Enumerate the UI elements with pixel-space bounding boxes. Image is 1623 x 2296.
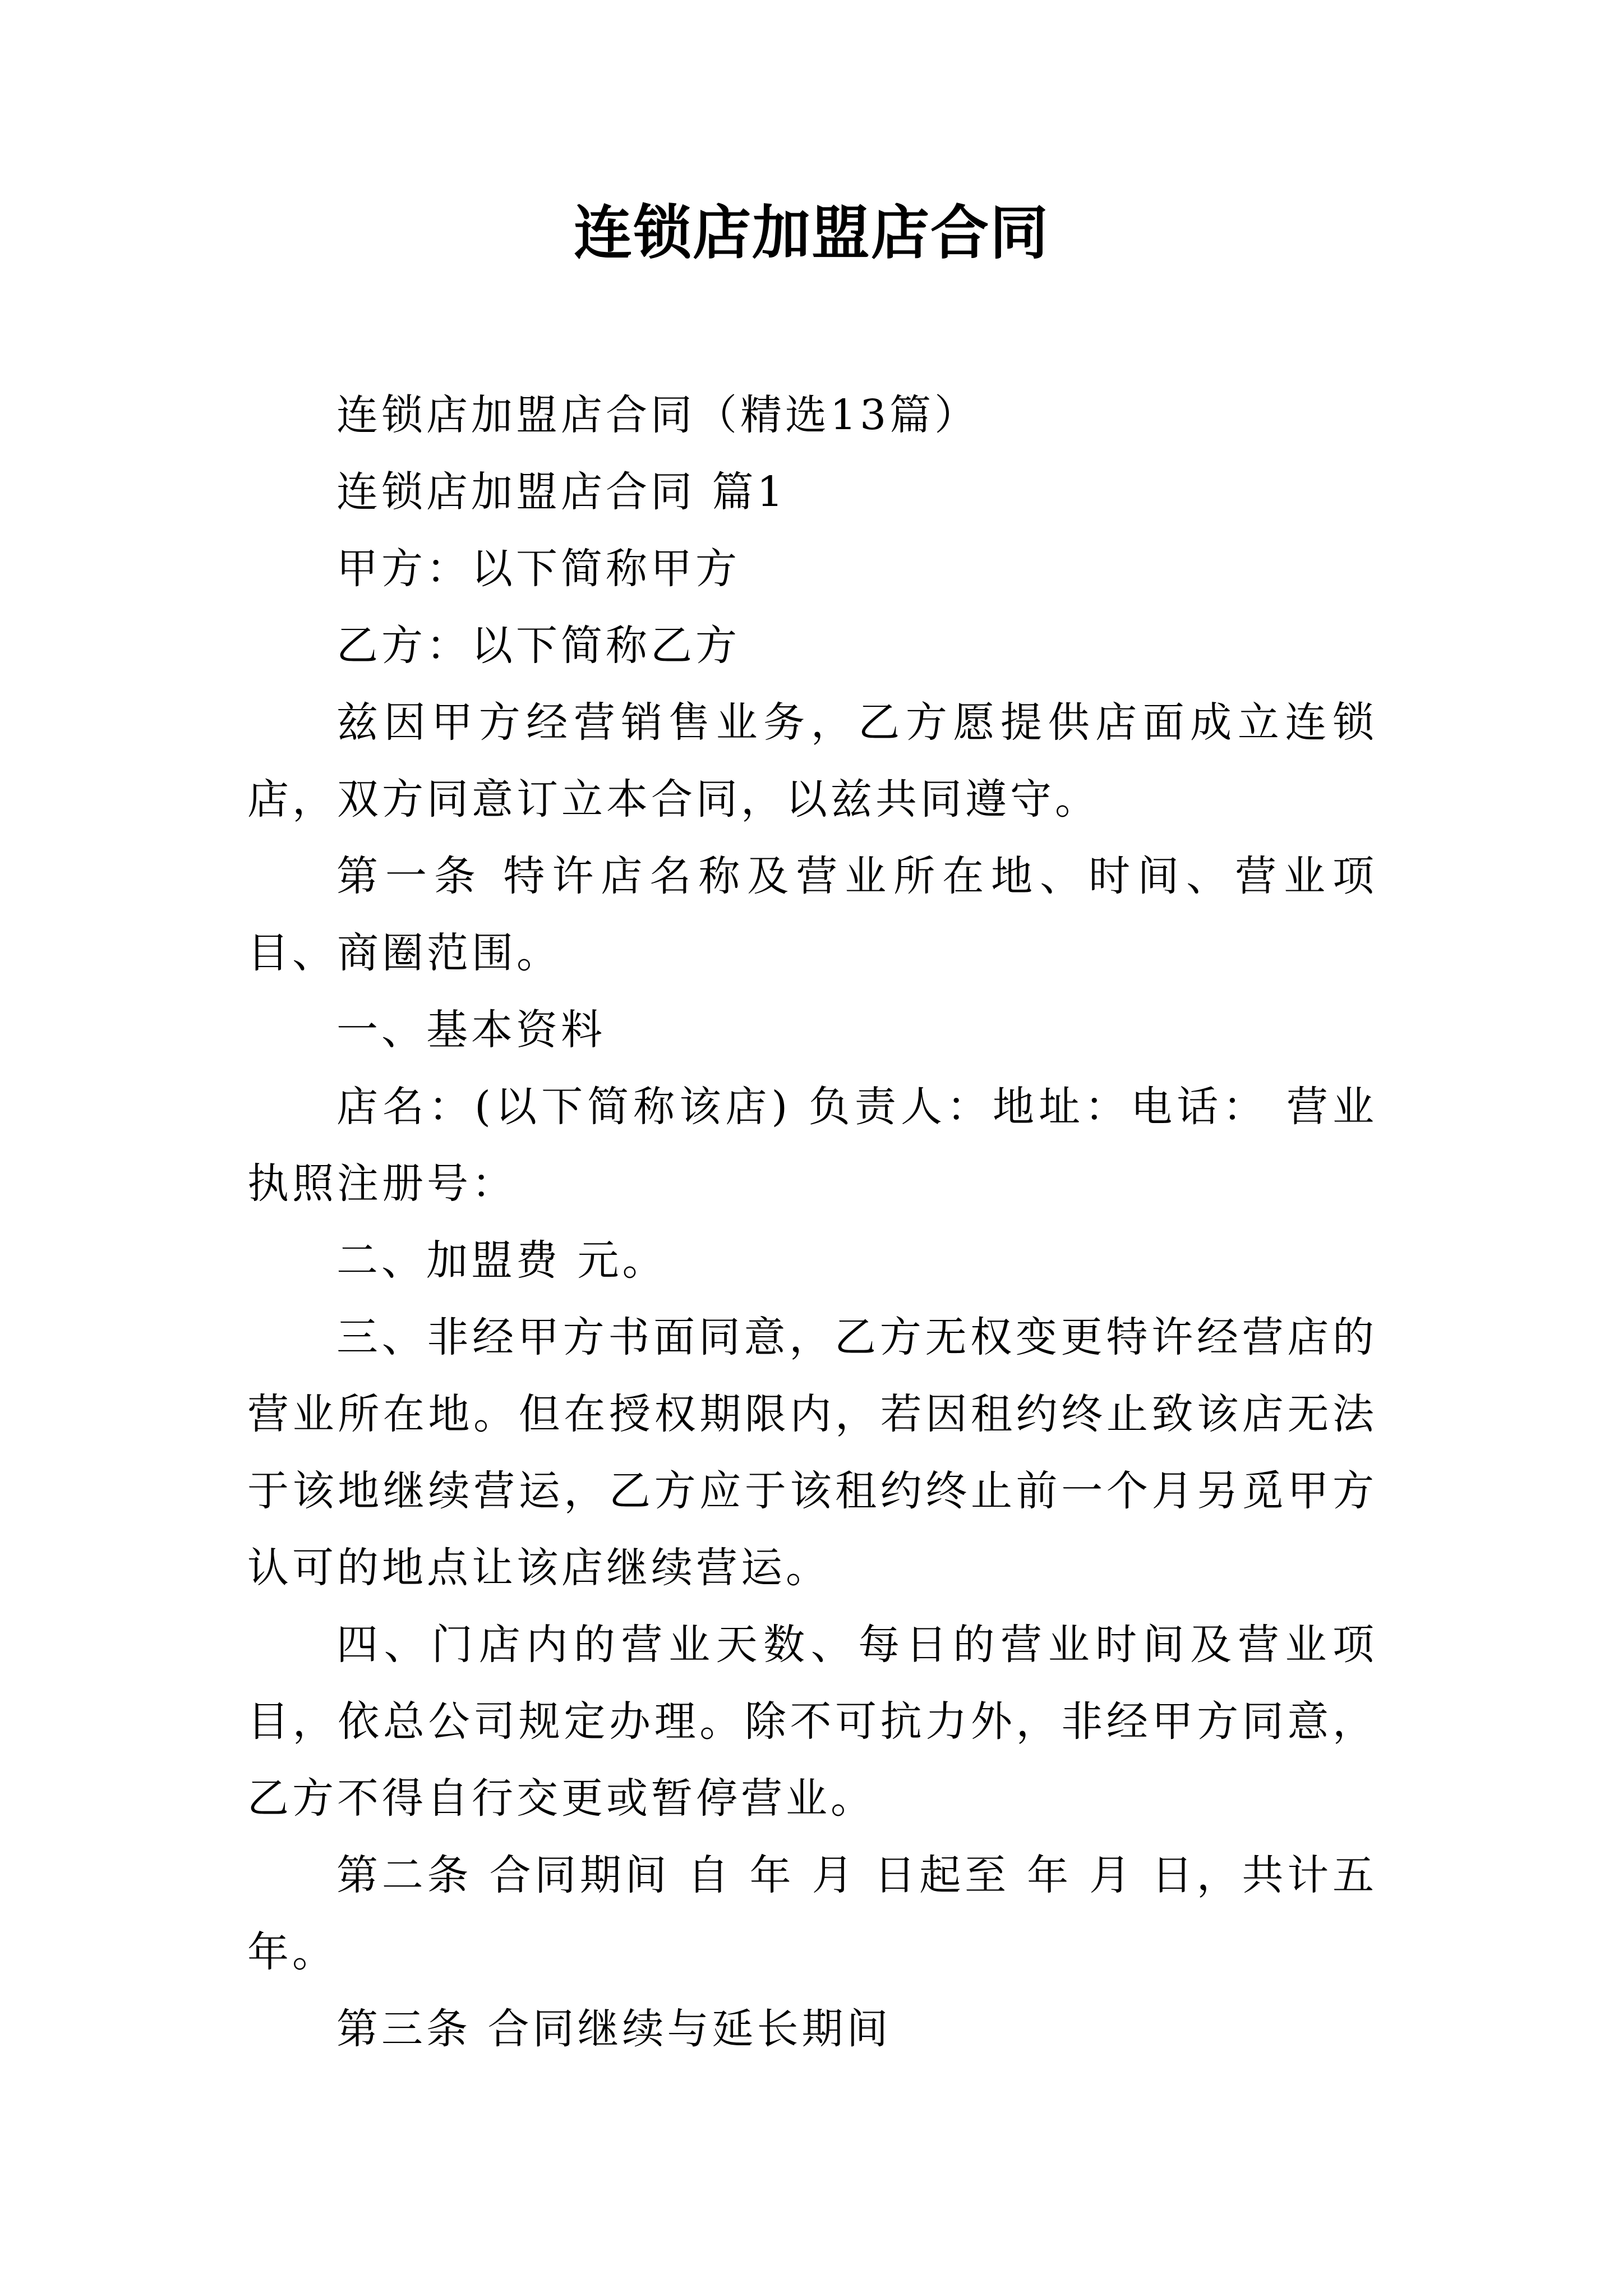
paragraph-article-3: 第三条 合同继续与延长期间 xyxy=(336,2005,892,2053)
document-title: 连锁店加盟店合同 xyxy=(573,198,1049,267)
paragraph-franchise-fee: 二、加盟费 元。 xyxy=(336,1236,667,1285)
paragraph-location-clause: 三、非经甲方书面同意，乙方无权变更特许经营店的营业所在地。但在授权期限内，若因租约终止致该店无法于该地继续营运，乙方应于该租约终止前一个月另觅甲方认可的地点让该店继续营运。 xyxy=(247,1313,1377,1592)
paragraph-preamble: 兹因甲方经营销售业务，乙方愿提供店面成立连锁店，双方同意订立本合同，以兹共同遵守。 xyxy=(247,698,1377,823)
paragraph-subtitle: 连锁店加盟店合同（精选13篇） xyxy=(336,391,980,439)
paragraph-part-heading: 连锁店加盟店合同 篇1 xyxy=(336,468,787,516)
document-body xyxy=(247,377,1377,2068)
paragraph-article-1: 第一条 特许店名称及营业所在地、时间、营业项目、商圈范围。 xyxy=(247,852,1377,977)
paragraph-party-b: 乙方：以下简称乙方 xyxy=(336,622,740,670)
paragraph-store-info: 店名：(以下简称该店) 负责人：地址：电话： 营业执照注册号： xyxy=(247,1083,1377,1208)
paragraph-party-a: 甲方：以下简称甲方 xyxy=(336,545,740,593)
paragraph-business-hours-clause: 四、门店内的营业天数、每日的营业时间及营业项目，依总公司规定办理。除不可抗力外，非经甲方同意，乙方不得自行交更或暂停营业。 xyxy=(247,1621,1377,1823)
paragraph-basic-info-heading: 一、基本资料 xyxy=(336,1006,606,1054)
paragraph-article-2: 第二条 合同期间 自 年 月 日起至 年 月 日，共计五年。 xyxy=(247,1851,1377,1976)
